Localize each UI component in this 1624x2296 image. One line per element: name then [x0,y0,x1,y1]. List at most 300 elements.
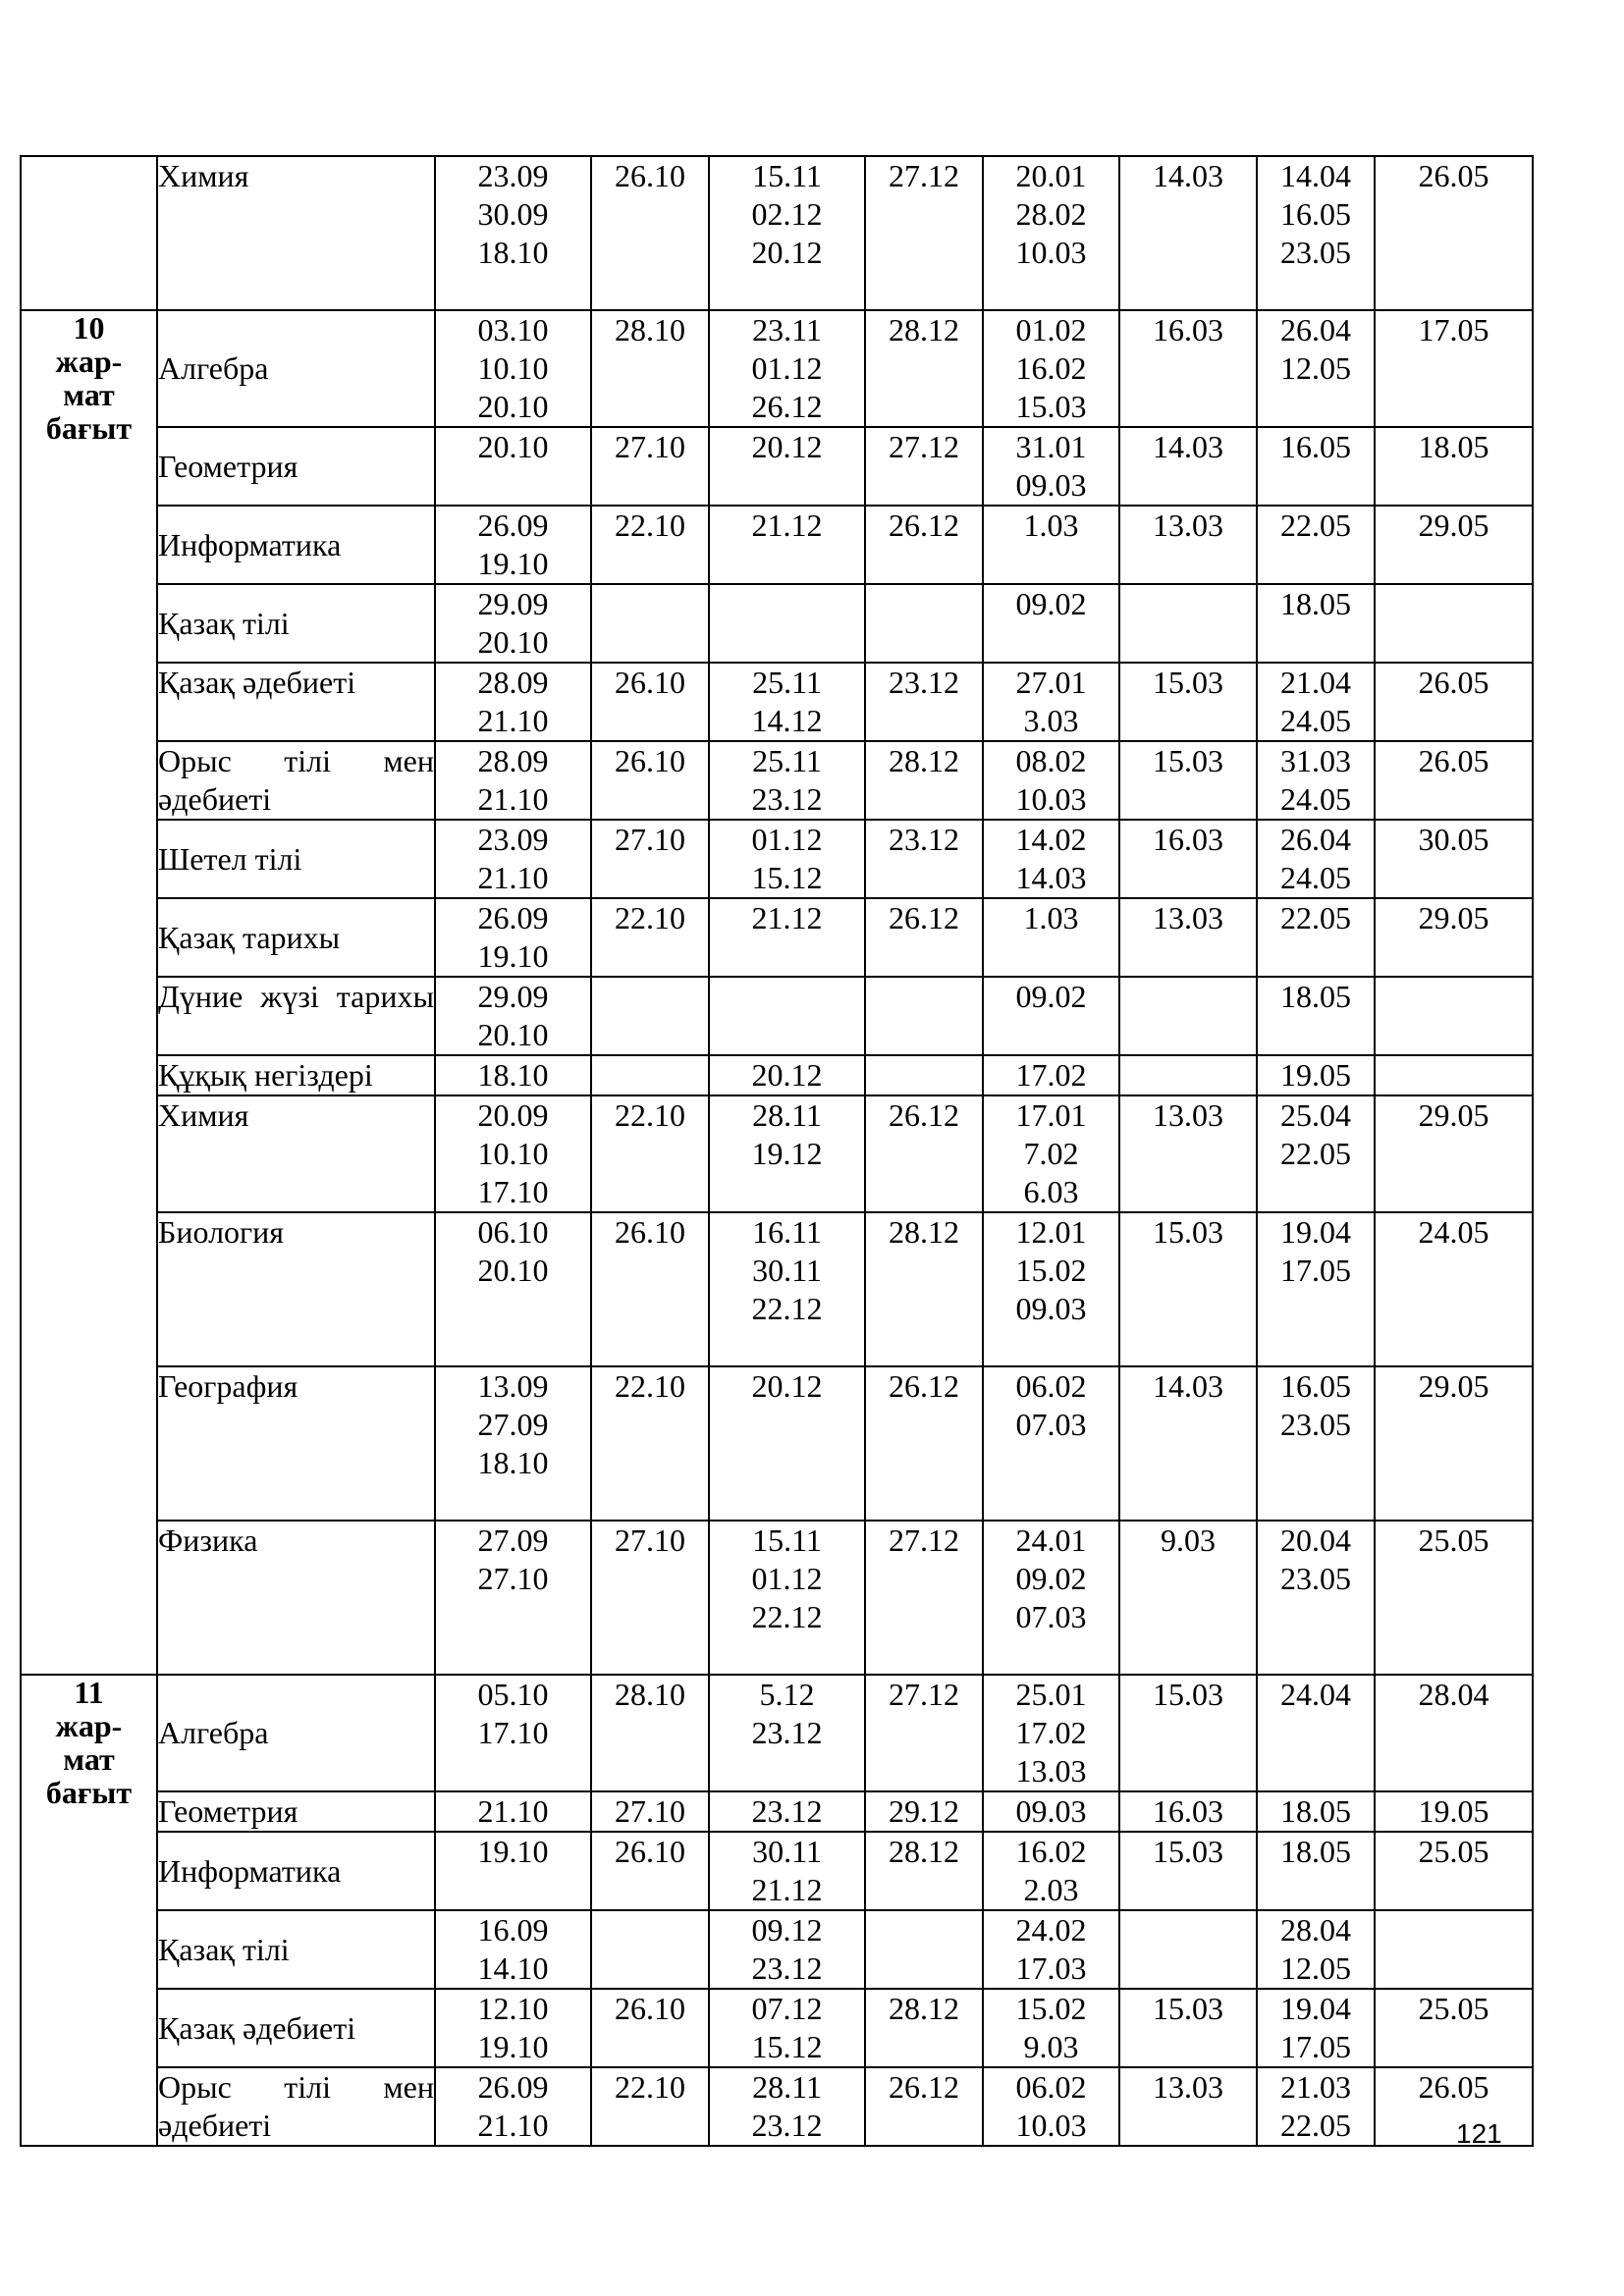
date-value: 13.03 [1153,2069,1223,2105]
date-value: 28.12 [889,1991,959,2026]
date-value: 19.05 [1418,1793,1489,1829]
date-value: 07.03 [1015,1407,1087,1442]
date-cell [1119,1055,1257,1095]
date-cell [865,1095,983,1212]
subject-cell: Қазақ әдебиеті [157,663,435,741]
date-value: 29.05 [1418,1368,1489,1404]
date-value: 05.10 [477,1677,549,1712]
date-value: 09.03 [1015,467,1087,503]
date-value: 27.12 [889,429,959,464]
date-cell [1375,1055,1533,1095]
date-value: 09.02 [1015,1561,1087,1596]
date-value: 13.03 [1153,507,1223,543]
date-cell [1119,156,1257,310]
date-value: 10.03 [1015,781,1087,817]
date-value: 12.05 [1280,1950,1351,1986]
date-value: 09.03 [1015,1793,1087,1829]
date-value: 28.09 [477,665,549,700]
schedule-table [20,155,1534,2147]
date-value: 18.05 [1418,429,1489,464]
date-value: 9.03 [1161,1522,1216,1558]
date-cell [1375,1989,1533,2067]
date-cell [435,1212,591,1366]
date-value: 30.05 [1418,822,1489,857]
table-row [21,1212,1533,1366]
date-cell [1119,506,1257,584]
date-value: 5.12 [759,1677,815,1712]
date-value: 20.10 [477,389,549,424]
date-value: 26.04 [1280,822,1351,857]
date-value: 10.03 [1015,2108,1087,2143]
table-row [21,1055,1533,1095]
subject-cell: Алгебра [157,1675,435,1791]
date-value: 27.01 [1015,665,1087,700]
date-cell [1375,1675,1533,1791]
date-value: 29.05 [1418,900,1489,935]
date-cell [983,156,1119,310]
date-value: 23.12 [751,1950,823,1986]
date-cell [983,1095,1119,1212]
subject-cell: Физика [157,1521,435,1675]
date-value: 3.03 [1023,703,1079,738]
table-row [21,310,1533,427]
date-cell [709,977,865,1055]
date-value: 26.10 [615,743,685,778]
table-row [21,1521,1533,1675]
date-value: 22.10 [615,1368,685,1404]
date-cell [1375,1212,1533,1366]
date-cell [1375,156,1533,310]
date-value: 22.05 [1280,1136,1351,1171]
date-cell [865,506,983,584]
date-cell [1257,427,1375,506]
date-cell [591,820,709,898]
date-value: 23.12 [751,1793,823,1829]
date-cell [435,1675,591,1791]
date-value: 14.04 [1280,158,1351,193]
date-value: 26.12 [889,1097,959,1133]
date-cell [591,1989,709,2067]
subject-cell: Химия [157,1095,435,1212]
date-cell [1119,977,1257,1055]
date-cell [591,1095,709,1212]
table-row [21,2067,1533,2146]
date-value: 6.03 [1023,1174,1079,1209]
date-value: 21.10 [477,2108,549,2143]
table-row [21,584,1533,663]
date-value: 26.05 [1418,2069,1489,2105]
date-value: 19.10 [477,546,549,581]
date-value: 14.12 [751,703,823,738]
date-value: 27.12 [889,1677,959,1712]
date-value: 06.10 [477,1214,549,1250]
date-cell [591,156,709,310]
date-value: 16.02 [1015,1834,1087,1869]
subject-cell: Шетел тілі [157,820,435,898]
subject-cell: Қазақ тілі [157,584,435,663]
date-value: 20.12 [751,429,823,464]
date-value: 02.12 [751,196,823,232]
class-group-label: мат [63,377,115,412]
date-cell [983,898,1119,977]
date-cell [435,1791,591,1832]
date-value: 23.12 [751,1715,823,1750]
date-value: 20.09 [477,1097,549,1133]
date-cell [591,898,709,977]
date-value: 07.03 [1015,1599,1087,1634]
date-value: 15.03 [1015,389,1087,424]
page-number: 121 [1456,2118,1502,2149]
date-value: 19.05 [1280,1057,1351,1093]
table-row [21,1832,1533,1910]
date-cell [435,1055,591,1095]
date-value: 10.03 [1015,235,1087,270]
date-value: 13.03 [1015,1753,1087,1789]
date-value: 12.01 [1015,1214,1087,1250]
date-value: 17.01 [1015,1097,1087,1133]
subject-cell: Қазақ тілі [157,1910,435,1989]
date-value: 26.09 [477,2069,549,2105]
table-row [21,506,1533,584]
date-cell [709,1055,865,1095]
date-cell [1257,1095,1375,1212]
date-cell [1257,156,1375,310]
class-group-label: мат [63,1741,115,1777]
date-value: 28.12 [889,743,959,778]
date-cell [1119,1212,1257,1366]
date-value: 15.03 [1153,1834,1223,1869]
date-value: 26.12 [889,507,959,543]
date-value: 24.04 [1280,1677,1351,1712]
date-cell [709,1095,865,1212]
date-cell [1257,310,1375,427]
date-value: 01.12 [751,350,823,386]
date-value: 01.02 [1015,312,1087,347]
date-value: 21.04 [1280,665,1351,700]
date-cell [709,1212,865,1366]
date-cell [1375,427,1533,506]
date-value: 15.03 [1153,743,1223,778]
date-cell [435,663,591,741]
date-value: 27.09 [477,1407,549,1442]
date-cell [865,2067,983,2146]
date-value: 2.03 [1023,1872,1079,1907]
date-cell [1375,898,1533,977]
date-value: 16.02 [1015,350,1087,386]
date-value: 29.09 [477,586,549,621]
date-value: 15.11 [752,158,822,193]
date-value: 19.04 [1280,1991,1351,2026]
date-value: 26.05 [1418,158,1489,193]
date-value: 23.12 [889,665,959,700]
date-value: 23.09 [477,158,549,193]
date-value: 07.12 [751,1991,823,2026]
date-cell [983,310,1119,427]
date-cell [1119,584,1257,663]
date-value: 23.12 [889,822,959,857]
date-cell [591,977,709,1055]
date-cell [1375,1832,1533,1910]
date-value: 26.12 [751,389,823,424]
date-value: 30.09 [477,196,549,232]
date-value: 23.05 [1280,235,1351,270]
date-cell [435,506,591,584]
date-value: 26.10 [615,665,685,700]
date-value: 13.03 [1153,1097,1223,1133]
date-cell [1119,663,1257,741]
date-value: 16.03 [1153,822,1223,857]
date-cell [709,584,865,663]
date-value: 27.10 [615,1522,685,1558]
date-value: 25.11 [752,665,822,700]
date-value: 9.03 [1023,2029,1079,2064]
date-cell [1257,584,1375,663]
date-cell [709,1675,865,1791]
date-cell [1119,310,1257,427]
date-value: 30.11 [752,1253,822,1288]
date-cell [591,1832,709,1910]
table-row [21,427,1533,506]
date-value: 28.11 [752,2069,822,2105]
date-cell [983,741,1119,820]
date-value: 25.05 [1418,1834,1489,1869]
date-value: 14.03 [1153,429,1223,464]
date-cell [591,1212,709,1366]
date-cell [591,1675,709,1791]
date-value: 28.09 [477,743,549,778]
date-value: 26.12 [889,2069,959,2105]
class-group-label: бағыт [45,1775,133,1810]
date-value: 27.12 [889,1522,959,1558]
date-cell [591,1366,709,1521]
date-value: 15.03 [1153,1991,1223,2026]
date-value: 21.10 [477,860,549,895]
date-cell [983,2067,1119,2146]
date-cell [1257,1910,1375,1989]
date-value: 13.09 [477,1368,549,1404]
date-value: 20.04 [1280,1522,1351,1558]
date-value: 23.11 [752,312,822,347]
date-cell [435,427,591,506]
table-row [21,156,1533,310]
date-cell [1257,1521,1375,1675]
date-value: 10.10 [477,1136,549,1171]
date-cell [591,741,709,820]
date-value: 17.05 [1280,1253,1351,1288]
date-cell [1257,1675,1375,1791]
date-cell [865,1989,983,2067]
date-cell [983,1366,1119,1521]
subject-cell: Қазақ тарихы [157,898,435,977]
class-group-cell [21,156,157,310]
date-value: 26.10 [615,1991,685,2026]
date-value: 28.11 [752,1097,822,1133]
subject-cell: Құқық негіздері [157,1055,435,1095]
date-value: 29.12 [889,1793,959,1829]
date-cell [1257,898,1375,977]
date-value: 01.12 [751,1561,823,1596]
date-cell [1375,1366,1533,1521]
subject-cell: Орыс тілі мен әдебиеті [157,741,435,820]
date-cell [709,1989,865,2067]
date-cell [591,1910,709,1989]
date-cell [591,1055,709,1095]
class-group-label: жар- [55,1708,123,1743]
date-value: 25.11 [752,743,822,778]
date-cell [1375,820,1533,898]
date-value: 28.12 [889,312,959,347]
date-value: 1.03 [1023,507,1079,543]
date-value: 19.12 [751,1136,823,1171]
date-value: 19.10 [477,938,549,974]
date-cell [1119,1675,1257,1791]
date-cell [435,156,591,310]
date-cell [591,663,709,741]
date-cell [435,1989,591,2067]
subject-cell: Геометрия [157,427,435,506]
date-value: 16.09 [477,1912,549,1948]
date-cell [865,1055,983,1095]
date-cell [983,977,1119,1055]
date-value: 19.10 [477,2029,549,2064]
date-value: 25.05 [1418,1991,1489,2026]
date-value: 09.03 [1015,1291,1087,1326]
date-cell [1119,820,1257,898]
date-value: 27.12 [889,158,959,193]
table-row [21,663,1533,741]
date-value: 17.05 [1418,312,1489,347]
date-cell [709,427,865,506]
date-cell [1119,1521,1257,1675]
date-cell [865,741,983,820]
date-cell [709,663,865,741]
date-cell [983,1675,1119,1791]
date-cell [435,1521,591,1675]
date-cell [435,741,591,820]
date-value: 28.04 [1418,1677,1489,1712]
date-cell [709,1521,865,1675]
date-cell [1119,2067,1257,2146]
date-cell [865,156,983,310]
date-cell [709,741,865,820]
date-cell [591,506,709,584]
date-value: 09.02 [1015,979,1087,1014]
date-value: 20.01 [1015,158,1087,193]
date-value: 28.10 [615,312,685,347]
date-value: 22.10 [615,2069,685,2105]
date-value: 23.05 [1280,1561,1351,1596]
date-value: 29.05 [1418,507,1489,543]
date-value: 17.02 [1015,1715,1087,1750]
date-cell [1119,427,1257,506]
date-value: 18.05 [1280,1834,1351,1869]
date-cell [1119,1791,1257,1832]
date-value: 20.10 [477,624,549,660]
date-value: 06.02 [1015,1368,1087,1404]
date-value: 15.02 [1015,1253,1087,1288]
date-value: 24.01 [1015,1522,1087,1558]
date-cell [865,1675,983,1791]
date-value: 20.12 [751,1368,823,1404]
date-cell [435,1095,591,1212]
date-cell [865,1521,983,1675]
date-value: 23.05 [1280,1407,1351,1442]
subject-cell: Химия [157,156,435,310]
date-cell [1375,663,1533,741]
subject-cell: Информатика [157,506,435,584]
date-cell [1375,1791,1533,1832]
date-value: 13.03 [1153,900,1223,935]
date-value: 23.09 [477,822,549,857]
date-value: 28.02 [1015,196,1087,232]
subject-cell: Қазақ әдебиеті [157,1989,435,2067]
date-value: 25.05 [1418,1522,1489,1558]
date-cell [435,898,591,977]
date-cell [983,663,1119,741]
date-value: 20.10 [477,1017,549,1052]
date-cell [709,898,865,977]
date-cell [865,977,983,1055]
date-cell [983,820,1119,898]
table-row [21,741,1533,820]
date-cell [591,584,709,663]
date-value: 18.05 [1280,586,1351,621]
date-value: 28.12 [889,1834,959,1869]
date-value: 27.10 [615,429,685,464]
date-value: 17.02 [1015,1057,1087,1093]
date-value: 27.10 [615,1793,685,1829]
date-cell [709,820,865,898]
date-value: 16.05 [1280,196,1351,232]
date-cell [709,1791,865,1832]
date-cell [435,584,591,663]
class-group-label: 10 [73,310,105,346]
date-value: 20.12 [751,1057,823,1093]
date-value: 22.05 [1280,900,1351,935]
date-cell [1375,1095,1533,1212]
date-cell [865,310,983,427]
date-cell [1257,741,1375,820]
date-cell [865,1791,983,1832]
date-cell [709,2067,865,2146]
table-row [21,1366,1533,1521]
subject-cell: Дүние жүзі тарихы [157,977,435,1055]
date-value: 03.10 [477,312,549,347]
class-group-cell [21,310,157,1675]
date-value: 16.03 [1153,1793,1223,1829]
date-cell [1257,977,1375,1055]
date-value: 24.05 [1280,860,1351,895]
date-cell [1119,1989,1257,2067]
date-value: 09.02 [1015,586,1087,621]
date-value: 21.10 [477,1793,549,1829]
date-value: 1.03 [1023,900,1079,935]
date-cell [1257,1791,1375,1832]
date-cell [983,1521,1119,1675]
date-value: 31.01 [1015,429,1087,464]
table-row [21,1675,1533,1791]
date-cell [983,1989,1119,2067]
date-value: 21.12 [751,900,823,935]
date-cell [1119,1832,1257,1910]
date-value: 27.10 [615,822,685,857]
date-value: 26.10 [615,158,685,193]
date-value: 12.05 [1280,350,1351,386]
table-row [21,1095,1533,1212]
date-value: 22.10 [615,1097,685,1133]
class-group-label: бағыт [45,410,133,446]
date-value: 16.05 [1280,429,1351,464]
